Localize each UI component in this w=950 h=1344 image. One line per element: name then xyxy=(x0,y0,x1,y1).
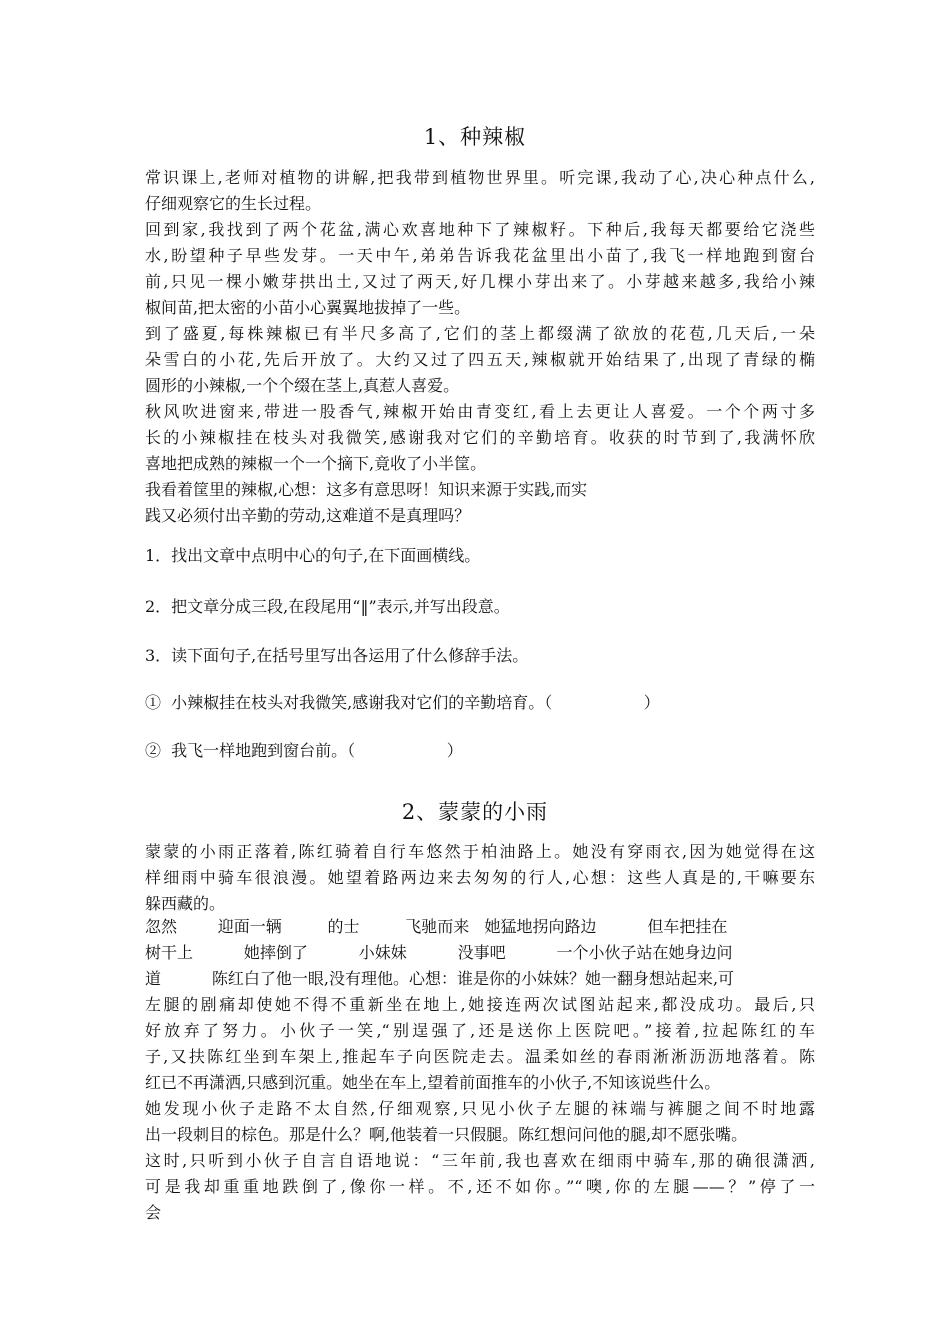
paragraph-line: 仔细观察它的生长过程。 xyxy=(145,194,322,213)
paragraph-line: 躲西藏的。 xyxy=(145,894,226,913)
paragraph-line: 椒间苗,把太密的小苗小心翼翼地拔掉了一些。 xyxy=(145,298,471,317)
section2-title: 2、蒙蒙的小雨 xyxy=(401,800,549,824)
paragraph-line: 好放弃了努力。小伙子一笑,“别逞强了,还是送你上医院吧。”接着,拉起陈红的车 xyxy=(145,1021,815,1040)
paragraph-line: 朵雪白的小花,先后开放了。大约又过了四五天,辣椒就开始结果了,出现了青绿的椭 xyxy=(145,350,815,369)
question-3: 3．读下面句子,在括号里写出各运用了什么修辞手法。 xyxy=(145,646,529,665)
paragraph-line: 忽然 迎面一辆 的士 飞驰而来 她猛地拐向路边 但车把挂在 xyxy=(145,917,728,936)
paragraph-line: 树干上 她摔倒了 小妹妹 没事吧 一个小伙子站在她身边问 xyxy=(145,943,733,962)
question-3-item-1: ① 小辣椒挂在枝头对我微笑,感谢我对它们的辛勤培育。（ ） xyxy=(145,693,660,712)
paragraph-line: 样细雨中骑车很浪漫。她望着路两边来去匆匆的行人,心想：这些人真是的,干嘛要东 xyxy=(145,868,815,887)
paragraph-line: 蒙蒙的小雨正落着,陈红骑着自行车悠然于柏油路上。她没有穿雨衣,因为她觉得在这 xyxy=(145,842,815,861)
paragraph-line: 喜地把成熟的辣椒一个一个摘下,竟收了小半筐。 xyxy=(145,454,487,473)
paragraph-line: 会 xyxy=(145,1203,162,1222)
paragraph-line: 可是我却重重地跌倒了,像你一样。不,还不如你。”“噢,你的左腿——？”停了一 xyxy=(145,1177,815,1196)
question-2: 2．把文章分成三段,在段尾用“‖”表示,并写出段意。 xyxy=(145,597,510,616)
paragraph-line: 出一段刺目的棕色。那是什么？啊,他装着一只假腿。陈红想问问他的腿,却不愿张嘴。 xyxy=(145,1125,748,1144)
paragraph-line: 水,盼望种子早些发芽。一天中午,弟弟告诉我花盆里出小苗了,我飞一样地跑到窗台 xyxy=(145,246,815,265)
paragraph-line: 这时,只听到小伙子自言自语地说：“三年前,我也喜欢在细雨中骑车,那的确很潇洒, xyxy=(145,1151,815,1170)
paragraph-line: 长的小辣椒挂在枝头对我微笑,感谢我对它们的辛勤培育。收获的时节到了,我满怀欣 xyxy=(145,428,815,447)
paragraph-line: 前,只见一棵小嫩芽拱出土,又过了两天,好几棵小芽出来了。小芽越来越多,我给小辣 xyxy=(145,272,815,291)
paragraph-line: 到了盛夏,每株辣椒已有半尺多高了,它们的茎上都缀满了欲放的花苞,几天后,一朵 xyxy=(145,324,815,343)
question-3-item-2: ② 我飞一样地跑到窗台前。（ ） xyxy=(145,741,463,760)
paragraph-line: 常识课上,老师对植物的讲解,把我带到植物世界里。听完课,我动了心,决心种点什么, xyxy=(145,168,815,187)
paragraph-line: 她发现小伙子走路不太自然,仔细观察,只见小伙子左腿的袜端与裤腿之间不时地露 xyxy=(145,1099,815,1118)
paragraph-line: 左腿的剧痛却使她不得不重新坐在地上,她接连两次试图站起来,都没成功。最后,只 xyxy=(145,995,815,1014)
section1-title: 1、种辣椒 xyxy=(423,125,527,149)
paragraph-line: 回到家,我找到了两个花盆,满心欢喜地种下了辣椒籽。下种后,我每天都要给它浇些 xyxy=(145,220,815,239)
question-1: 1．找出文章中点明中心的句子,在下面画横线。 xyxy=(145,546,481,565)
paragraph-line: 子,又扶陈红坐到车架上,推起车子向医院走去。温柔如丝的春雨淅淅沥沥地落着。陈 xyxy=(145,1047,815,1066)
paragraph-line: 我看着筐里的辣椒,心想：这多有意思呀！知识来源于实践,而实 xyxy=(145,480,588,499)
paragraph-line: 道 陈红白了他一眼,没有理他。心想：谁是你的小妹妹？她一翻身想站起来,可 xyxy=(145,969,735,988)
paragraph-line: 践又必须付出辛勤的劳动,这难道不是真理吗？ xyxy=(145,506,471,525)
paragraph-line: 秋风吹进窗来,带进一股香气,辣椒开始由青变红,看上去更让人喜爱。一个个两寸多 xyxy=(145,402,815,421)
paragraph-line: 红已不再潇洒,只感到沉重。她坐在车上,望着前面推车的小伙子,不知该说些什么。 xyxy=(145,1073,721,1092)
paragraph-line: 圆形的小辣椒,一个个缀在茎上,真惹人喜爱。 xyxy=(145,376,460,395)
